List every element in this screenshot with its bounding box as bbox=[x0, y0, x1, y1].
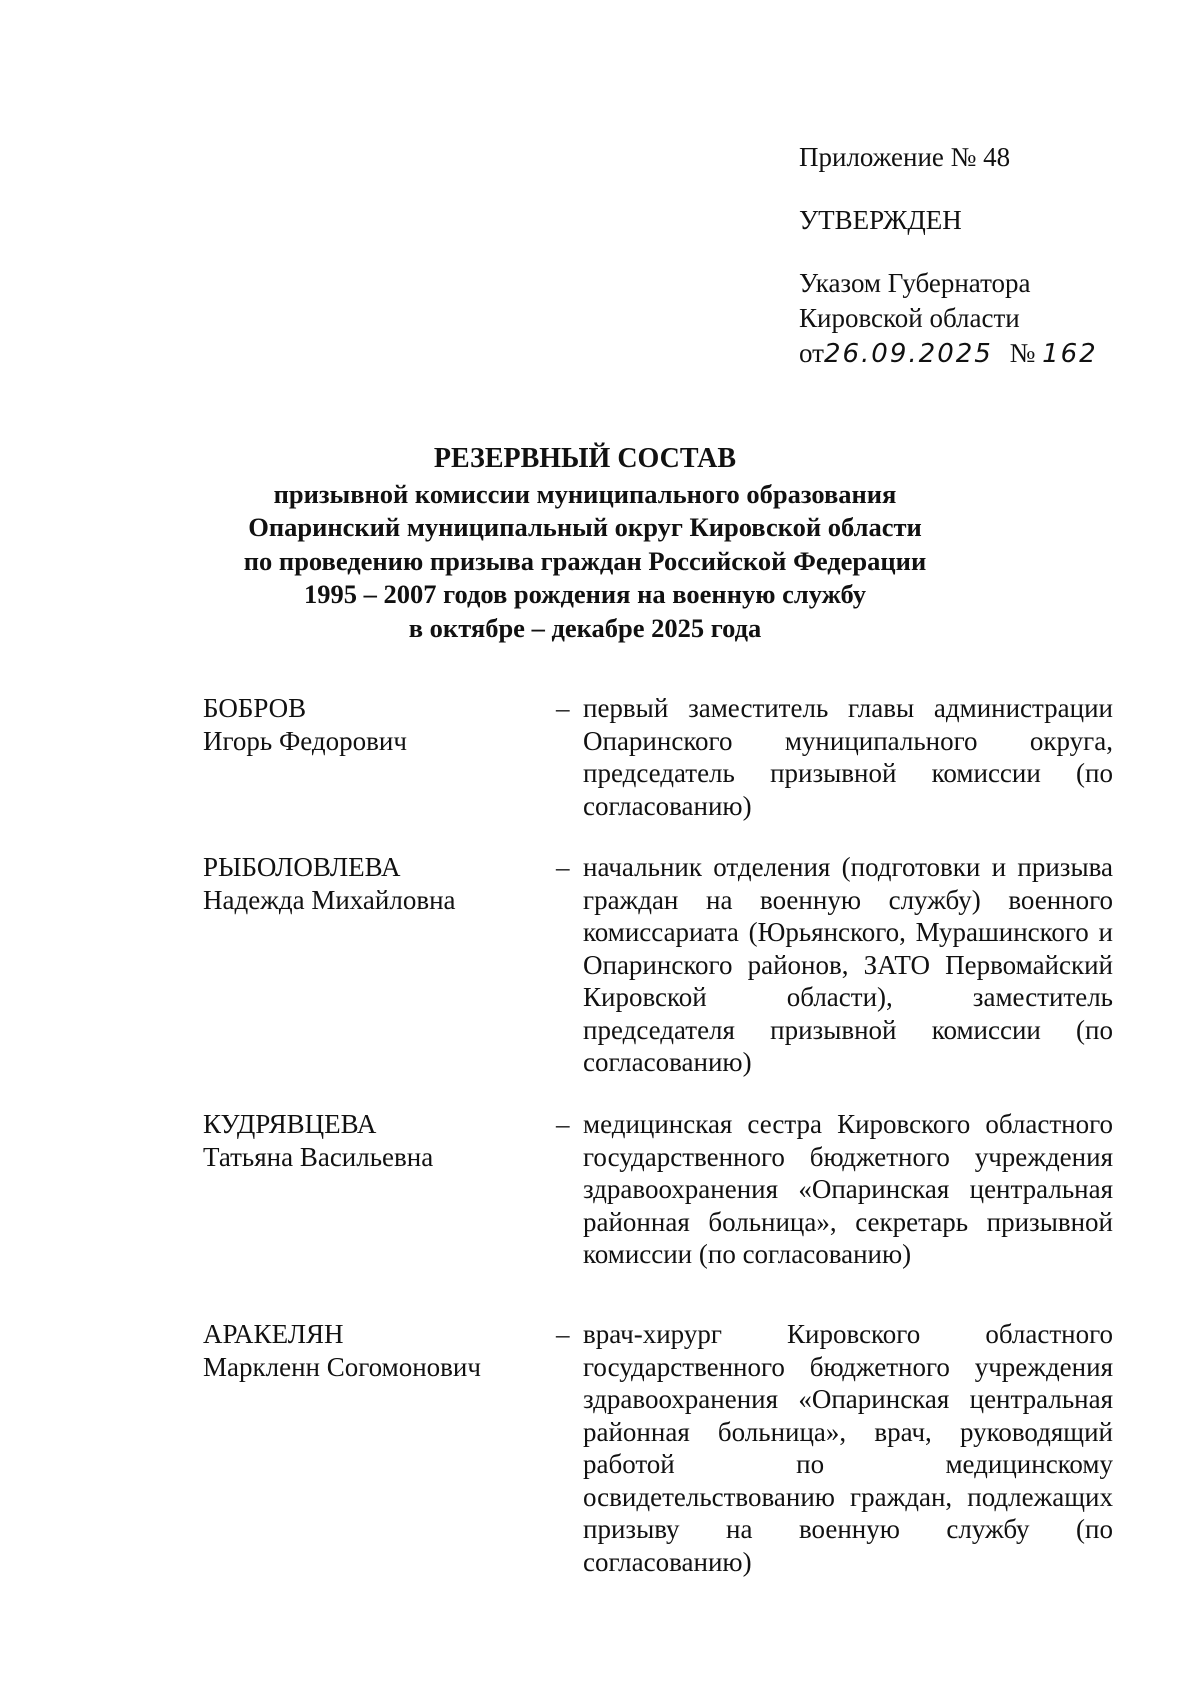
handwritten-date: 26.09.2025 bbox=[823, 339, 993, 369]
member-surname: КУДРЯВЦЕВА bbox=[203, 1109, 377, 1139]
date-prefix: от bbox=[799, 338, 824, 368]
decree-line-2: Кировской области bbox=[799, 303, 1020, 333]
member-surname: БОБРОВ bbox=[203, 693, 307, 723]
member-role: медицинская сестра Кировского областного государственного бюджетного учреждения здравоохранения «Опаринская центральная районная больница», секретарь призывной комиссии (по согласованию) bbox=[583, 1109, 1113, 1269]
title-line: в октябре – декабре 2025 года bbox=[408, 612, 762, 643]
title-line: по проведению призыва граждан Российской Федерации bbox=[243, 545, 927, 576]
member-surname: АРАКЕЛЯН bbox=[203, 1319, 344, 1349]
title-line: Опаринский муниципальный округ Кировской области bbox=[248, 512, 922, 542]
decree-line-1: Указом Губернатора bbox=[799, 268, 1031, 298]
document-title bbox=[200, 442, 970, 645]
member-dash: – bbox=[556, 852, 570, 882]
member-role: первый заместитель главы администрации Опаринского муниципального округа, председатель призывной комиссии (по согласованию) bbox=[583, 693, 1113, 821]
decree-date-line bbox=[799, 336, 1139, 372]
approval-block bbox=[799, 140, 1139, 372]
approved-label: УТВЕРЖДЕН bbox=[799, 205, 962, 235]
member-role: врач-хирург Кировского областного государственного бюджетного учреждения здравоохранения «Опаринская центральная районная больница», врач, руководящий работой по медицинскому освидетельствованию граждан, подлежащих призыву на военную службу (по согласованию) bbox=[583, 1319, 1113, 1577]
member-given-names: Надежда Михайловна bbox=[203, 884, 456, 915]
member-name bbox=[203, 1318, 533, 1383]
member-role: начальник отделения (подготовки и призыва граждан на военную службу) военного комиссариата (Юрьянского, Мурашинского и Опаринского районов, ЗАТО Первомайский Кировской области), заместитель председателя призывной комиссии (по согласованию) bbox=[583, 852, 1113, 1077]
member-given-names: Татьяна Васильевна bbox=[203, 1141, 434, 1172]
title-line: 1995 – 2007 годов рождения на военную службу bbox=[304, 579, 866, 609]
member-name bbox=[203, 851, 533, 916]
member-dash: – bbox=[556, 1109, 570, 1139]
member-dash: – bbox=[556, 693, 570, 723]
member-name bbox=[203, 1108, 533, 1173]
member-given-names: Маркленн Согомонович bbox=[203, 1351, 481, 1382]
number-prefix: № bbox=[1009, 338, 1036, 368]
title-line: призывной комиссии муниципального образования bbox=[273, 478, 897, 509]
member-dash: – bbox=[556, 1319, 570, 1349]
title-main: РЕЗЕРВНЫЙ СОСТАВ bbox=[433, 443, 737, 474]
member-name bbox=[203, 692, 533, 757]
handwritten-number: 162 bbox=[1042, 339, 1098, 369]
appendix-label: Приложение № 48 bbox=[799, 142, 1011, 172]
member-surname: РЫБОЛОВЛЕВА bbox=[203, 852, 401, 882]
member-given-names: Игорь Федорович bbox=[203, 725, 407, 756]
